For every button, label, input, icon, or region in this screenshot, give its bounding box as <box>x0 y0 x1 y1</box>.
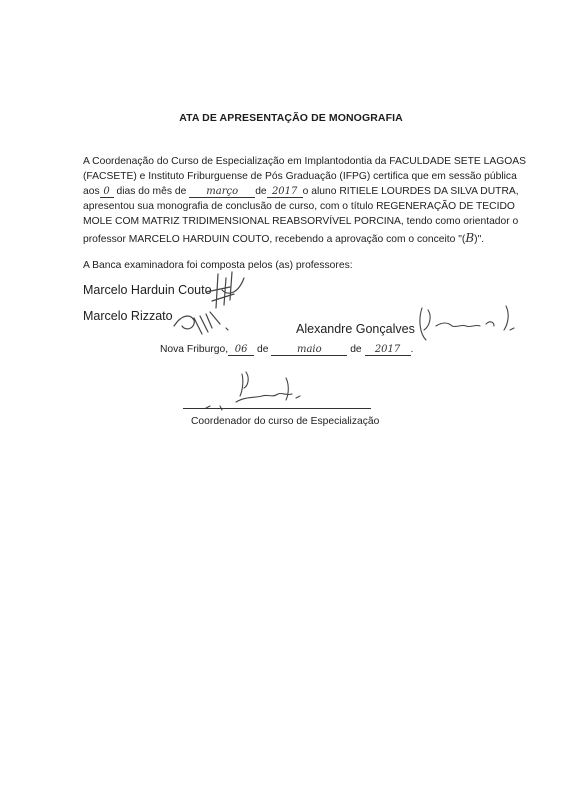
date-place: Nova Friburgo, <box>160 344 229 355</box>
examiner-name-1: Marcelo Harduin Couto <box>83 283 212 297</box>
paragraph-line-5: MOLE COM MATRIZ TRIDIMENSIONAL REABSORVÍVEL PORCINA, tendo como orientador o <box>83 216 519 227</box>
paragraph-line-2: (FACSETE) e Instituto Friburguense de Pós Graduação (IFPG) certifica que em sessão pública <box>83 171 517 182</box>
signature-goncalves <box>410 300 520 345</box>
date-year-field <box>365 344 411 356</box>
text-de: de <box>255 186 267 197</box>
examiner-name-3: Alexandre Gonçalves <box>296 322 415 336</box>
text-conceito-end: )". <box>474 234 485 245</box>
text-aluno: o aluno RITIELE LOURDES DA SILVA DUTRA, <box>302 186 519 197</box>
date-sep-1: de <box>256 344 269 355</box>
year-field <box>267 186 303 198</box>
document-title: ATA DE APRESENTAÇÃO DE MONOGRAFIA <box>179 112 403 124</box>
grade-handwritten: B <box>465 231 475 245</box>
text-aos: aos <box>83 186 100 197</box>
date-line <box>160 344 413 356</box>
date-day-field <box>228 344 254 356</box>
day-handwritten: 0 <box>103 186 110 197</box>
paragraph-line-6 <box>83 231 484 245</box>
signature-couto <box>200 270 250 310</box>
text-dias-do-mes: dias do mês de <box>116 186 187 197</box>
month-handwritten: março <box>206 186 239 197</box>
examiner-name-2: Marcelo Rizzato <box>83 309 173 323</box>
coordinator-label: Coordenador do curso de Especialização <box>191 416 380 427</box>
paragraph-line-1: A Coordenação do Curso de Especialização em Implantodontia da FACULDADE SETE LAGOAS <box>83 156 526 167</box>
date-month-field <box>271 344 347 356</box>
banca-intro: A Banca examinadora foi composta pelos (as) professores: <box>83 260 353 271</box>
coordinator-signature-line <box>183 408 371 409</box>
month-field <box>189 186 255 198</box>
signature-rizzato <box>170 306 240 338</box>
paragraph-line-4: apresentou sua monografia de conclusão de curso, com o título REGENERAÇÃO DE TECIDO <box>83 201 515 212</box>
day-field <box>100 186 114 198</box>
text-conceito: professor MARCELO HARDUIN COUTO, recebendo a aprovação com o conceito "( <box>83 234 466 245</box>
date-year-handwritten: 2017 <box>374 344 401 355</box>
date-end: . <box>410 344 414 355</box>
date-sep-2: de <box>350 344 362 355</box>
date-day-handwritten: 06 <box>234 344 248 355</box>
paragraph-line-3 <box>83 186 519 198</box>
year-handwritten: 2017 <box>271 186 298 197</box>
date-month-handwritten: maio <box>296 344 322 355</box>
